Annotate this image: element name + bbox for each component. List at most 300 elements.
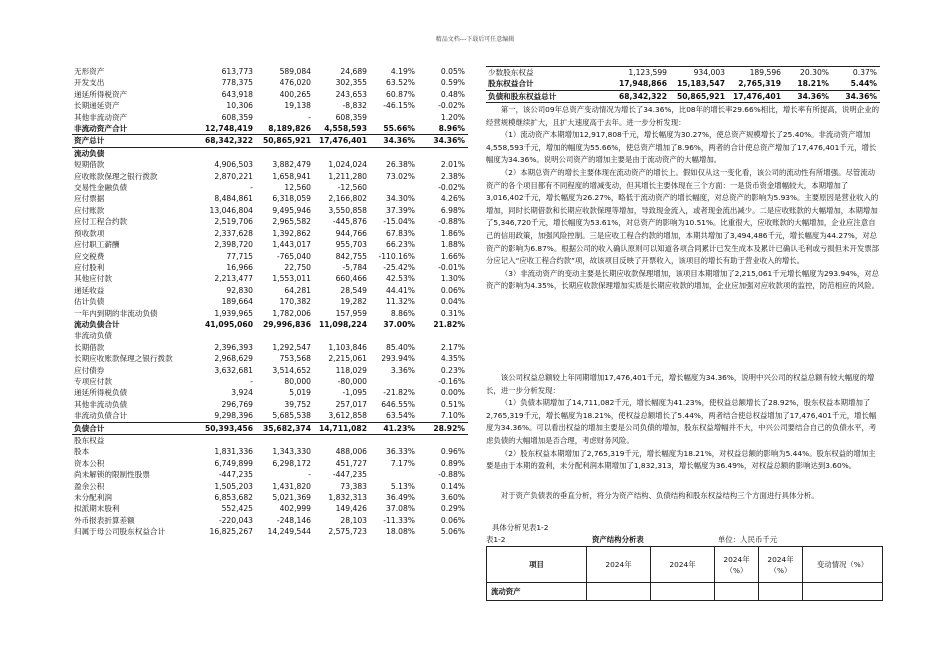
row-value: 10,306 [226,101,253,111]
row-label: 递延所得税负债 [74,388,128,398]
row-value: 0.48% [440,89,465,99]
row-value: 5,021,369 [272,493,311,503]
row-label: 尚未解锁的限制性股票 [74,470,150,480]
row-value: 0.51% [440,399,465,409]
row-value: 2,215,061 [328,354,367,364]
row-value: 5,685,538 [272,411,311,421]
row-value: 4.19% [390,67,415,76]
table-number: 表1-2 [486,535,506,544]
equity-analysis-text [486,372,882,473]
row-value: 50,393,456 [198,422,256,434]
table-row [72,89,468,100]
row-value: 402,999 [279,504,311,514]
table-row [72,308,468,319]
row-value: 36.33% [386,447,415,457]
row-label: 非流动资产合计 [74,124,128,134]
row-value [418,435,468,447]
row-label: 长期借款 [74,342,105,352]
row-value: 0.00% [440,388,465,398]
row-value: 80,000 [284,376,311,386]
row-value: 12,560 [284,183,311,193]
row-value: 77,715 [226,251,253,261]
row-value: 2,870,221 [214,171,253,181]
row-value: 8,484,861 [214,194,253,204]
table-row [72,330,468,341]
table-title: 资产结构分析表 [592,535,644,544]
row-value: 6,853,682 [214,493,253,503]
row-value: - [250,183,253,193]
row-value: 5,019 [289,388,311,398]
row-value: -0.16% [438,376,465,386]
row-value: -0.02% [438,101,465,111]
row-value: 0.59% [440,78,465,88]
row-value: 13,046,804 [209,205,253,215]
paragraph: 对于资产负债表的垂直分析，将分为资产结构、负债结构和股东权益结构三个方面进行具体分析。 [500,491,819,500]
table-row [72,376,468,387]
row-value: -445,876 [332,217,367,227]
row-label: 应付账款 [74,205,105,215]
row-value: -25.42% [383,262,415,272]
col-header-pct: 2024年（%） [715,547,759,583]
row-value: 2,398,720 [214,240,253,250]
row-value: 0.14% [440,481,465,491]
row-value: 8,189,826 [268,124,311,134]
row-value: 934,003 [693,68,725,77]
row-value: 157,959 [335,308,367,318]
table-row [72,410,468,422]
row-value: 400,265 [279,89,311,99]
row-label: 盈余公积 [74,481,105,491]
row-value: 293.94% [381,354,415,364]
row-value: 3,632,681 [214,365,253,375]
row-value: 2,396,393 [214,342,253,352]
row-label: 股本 [74,447,90,457]
row-label: 应付工程合约款 [74,217,128,227]
row-value: -0.02% [438,183,465,193]
row-value [418,330,468,341]
row-value: 21.82% [433,319,465,329]
row-value [256,435,314,447]
row-value: 5.44% [850,79,877,89]
row-value: 50,865,921 [256,135,314,147]
row-value: 243,653 [335,89,367,99]
row-value: 1.30% [440,274,465,284]
row-label: 未分配利润 [74,493,112,503]
table-row [72,422,468,434]
table-row [72,228,468,239]
table-row [72,469,468,480]
table-row [72,458,468,469]
row-value: 1,782,006 [272,308,311,318]
row-value: 4.35% [440,354,465,364]
row-value: -8,832 [342,101,367,111]
row-value: 1,343,330 [272,447,311,457]
row-value: 41,095,060 [204,319,253,329]
row-value: 22,750 [284,262,311,272]
table-reference: 具体分析见表1-2 [492,523,549,532]
row-label: 估计负债 [74,297,105,307]
row-value: 3,514,652 [272,365,311,375]
row-value: 1,505,203 [214,481,253,491]
table-row [72,492,468,503]
row-value: 2,166,802 [328,194,367,204]
row-value: 2,337,628 [214,228,253,238]
table-row [72,193,468,204]
table-row [72,182,468,193]
row-value: 28,549 [340,285,367,295]
row-value: 39,752 [284,399,311,409]
row-value: 476,020 [279,78,311,88]
row-value: 19,282 [340,297,367,307]
table-row [72,123,468,135]
paragraph: 该公司权益总额较上年同期增加17,476,401千元，增长幅度为34.36%，说明中兴公司的权益总额有较大幅度的增长，进一步分析发现： [486,373,875,395]
row-label: 归属于母公司股东权益合计 [74,527,166,537]
row-label: 预收款项 [74,228,105,238]
row-label: 负债和股东权益总计 [486,90,612,102]
row-value: 3.60% [440,493,465,503]
row-value: 1,553,011 [272,274,311,284]
row-value: 1,431,820 [272,481,311,491]
row-value: 1,832,313 [328,493,367,503]
row-value: 17,476,401 [728,90,784,102]
row-value: 2.38% [440,171,465,181]
paragraph: （1）流动资产本期增加12,917,808千元，增长幅度为30.27%，使总资产规模增长了25.40%。非流动资产增加4,558,593千元，增加的幅度为55.66%，使总资产增加了8.96%，两者的合计使总资产增加了17,476,401千元，增长幅度为34.36%。说明公司资产的增加主要是由于流动资产的大幅增加。 [486,130,877,165]
row-value: 18.08% [386,527,415,537]
row-label: 流动负债 [74,148,105,158]
row-value: 589,084 [279,67,311,76]
row-value: 552,425 [221,504,253,514]
row-label: 短期借款 [74,160,105,170]
row-value: 73,383 [340,481,367,491]
row-value: 1.88% [440,240,465,250]
col-header-item: 项目 [487,547,587,583]
row-value: 4,558,593 [324,124,367,134]
row-value: 451,727 [335,458,367,468]
row-value: 1,831,336 [214,447,253,457]
row-label: 外币报表折算差额 [74,515,135,525]
paragraph: 第一，该公司09年总资产变动情况为增长了34.36%，比08年的增长率29.66%相比，增长率有所提高，说明企业的经营规模继续扩大，且扩大速度高于去年。进一步分析发现： [486,105,879,127]
balance-sheet-right-table [486,66,880,103]
row-value: 189,664 [221,297,253,307]
row-label: 应付票据 [74,194,105,204]
row-value: -11.33% [383,515,415,525]
row-value: -447,235 [332,470,367,480]
table-row [72,205,468,216]
row-value: 5.13% [390,481,415,491]
row-value: 19,138 [284,101,311,111]
row-value: 85.40% [386,342,415,352]
paragraph: （2）股东权益本期增加了2,765,319千元，增长幅度为18.21%，对权益总额的影响为5.44%。股东权益的增加主要是由于本期的盈利，未分配利润本期增加了1,832,313，增长幅度为36.49%，对权益总额的影响达到3.60%。 [486,448,876,471]
paragraph: （2）本期总资产的增长主要体现在流动资产的增长上。假如仅从这一变化看，该公司的流动性有所增强。尽管流动资产的各个项目都有不同程度的增减变动，但其增长主要体现在三个方面：一是货币资金增幅较大，本期增加了3,016,402千元，增长幅度为26.27%，略低于流动资产的增长幅度，对总资产的影响为5.93%。主要原因是营业收入的增加，同时长期借款和长期应收款保理等增加，导致现金流入，或者现金流出减少。二是应收账款的大幅增加，本期增加了5,346,720千元，增长幅度为53.61%，对总资产的影响为10.51%。比重很大，应收账款的大幅增加，企业应注意自己的信用政策，加强风险控制。三是应收工程合约款的增加，本期共增加了3,494,486千元，增长幅度为44.27%，对总资产的影响为6.87%。根据公司的收入确认原则可以知道各项合同累计已发生成本及累计已确认毛利或亏损但未开发票部分应记入“应收工程合约款”项，故该项目反映了开票收入，该项目的增长有助于营业收入的增长。 [486,167,880,266]
row-value [370,112,418,123]
table-row [72,387,468,398]
row-value: 63.52% [386,78,415,88]
row-value: 3,612,858 [328,411,367,421]
row-value [256,147,314,159]
row-value [198,330,256,341]
col-header-year: 2024年 [651,547,715,583]
row-value: -220,043 [218,515,253,525]
row-value: 0.06% [440,285,465,295]
row-value: 753,568 [279,354,311,364]
row-value: 488,006 [335,447,367,457]
row-value: 34.36% [370,135,418,147]
row-value: 44.41% [386,285,415,295]
row-value: - [250,376,253,386]
row-value: 28,103 [340,515,367,525]
table-row [72,526,468,537]
table-row [486,90,880,102]
col-header-change: 变动情况（%） [803,547,883,583]
row-label: 长期递延资产 [74,101,120,111]
row-value: 646.55% [381,399,415,409]
row-value: 2,765,319 [738,79,781,89]
row-value: 16,825,267 [209,527,253,537]
row-label: 其他应付款 [74,274,112,284]
row-value: 20.30% [800,68,829,77]
row-value: 26.38% [386,160,415,170]
row-value: 6.98% [440,205,465,215]
row-value: 4.26% [440,194,465,204]
vertical-analysis-text [486,490,882,503]
row-value: 170,382 [279,297,311,307]
row-label: 资产总计 [72,135,198,147]
row-value: 37.08% [386,504,415,514]
row-value: 2,575,723 [328,527,367,537]
row-value: 9,495,946 [272,205,311,215]
row-label: 递延所得税资产 [74,89,128,99]
page-header: 精品文档---下载后可任意编辑 [435,36,515,43]
row-value: 11.32% [386,297,415,307]
row-value: 17,948,866 [618,79,667,89]
row-value: 1,024,024 [328,160,367,170]
row-value: 34.36% [418,135,468,147]
row-value [314,330,370,341]
row-value: -5,784 [342,262,367,272]
row-value: 64,281 [284,285,311,295]
row-value: -21.82% [383,388,415,398]
row-label: 应收账款保理之银行拨款 [74,171,158,181]
row-value: - [308,470,311,480]
table-row [72,399,468,410]
row-value: -0.88% [438,217,465,227]
row-value: 955,703 [335,240,367,250]
row-value: 28.92% [418,422,468,434]
row-value: 608,359 [221,112,253,122]
table-row [72,100,468,111]
row-value: 6,298,172 [272,458,311,468]
row-value: 1,123,599 [628,68,667,77]
table-row [72,239,468,250]
row-value: 92,830 [226,285,253,295]
row-value: 34.36% [784,90,832,102]
row-label: 拟派期末股利 [74,504,120,514]
row-value: 4,906,503 [214,160,253,170]
row-value [418,147,468,159]
table-row [72,353,468,364]
row-value: 36.49% [386,493,415,503]
table-row [72,296,468,307]
row-label: 应付股利 [74,262,105,272]
row-value: 7.17% [390,458,415,468]
row-value: 2,965,582 [272,217,311,227]
row-value: 6,749,899 [214,458,253,468]
row-value: 0.05% [440,67,465,76]
row-value: 18.21% [797,79,829,89]
col-header-pct: 2024年（%） [759,547,803,583]
row-value [370,182,418,193]
row-value [198,435,256,447]
row-value [370,376,418,387]
row-label: 股东权益 [74,436,105,445]
row-label: 应交税费 [74,251,105,261]
row-value: -0.88% [438,470,465,480]
row-value: 2.17% [440,342,465,352]
table-row [72,159,468,170]
row-label: 一年内到期的非流动负债 [74,308,158,318]
row-value: 8.86% [390,308,415,318]
row-value: 1,392,862 [272,228,311,238]
row-value: 14,249,544 [267,527,311,537]
row-label: 应付职工薪酬 [74,240,120,250]
paragraph: （3）非流动资产的变动主要是长期应收款保理增加，该项目本期增加了2,215,061千元增长幅度为293.94%，对总资产的影响为4.35%，长期应收款保理增加实质是长期应收款的增加，企业应加强对应收款项的监控，防范相应的风险。 [486,268,880,291]
row-value: 842,755 [335,251,367,261]
row-value: 67.83% [386,228,415,238]
row-value: 37.00% [383,319,415,329]
row-value: 1,103,846 [328,342,367,352]
balance-sheet-left-table [72,66,468,538]
row-label: 应付债券 [74,365,105,375]
row-value: 37.39% [386,205,415,215]
row-value: 14,711,082 [314,422,370,434]
row-value: 63.54% [386,411,415,421]
row-value: 66.23% [386,240,415,250]
row-label: 非流动负债 [74,331,112,341]
table-row [72,171,468,182]
row-label: 股东权益合计 [488,79,534,89]
row-value: 60.87% [386,89,415,99]
row-value: 7.10% [440,411,465,421]
table-row [486,78,880,90]
row-value: 1,939,965 [214,308,253,318]
row-value: 42.53% [386,274,415,284]
table-row [72,66,468,77]
row-value: 3,924 [231,388,253,398]
row-value: 29,996,836 [262,319,311,329]
row-value: 1,658,941 [272,171,311,181]
paragraph: （1）负债本期增加了14,711,082千元，增长幅度为41.23%，使权益总额增长了28.92%，股东权益本期增加了2,765,319千元，增长幅度为18.21%，使权益总额增长了5.44%，两者结合使总权益增加了17,476,401千元，增长幅度为34.36%。可以看出权益的增加主要是公司负债的增加，股东权益增幅并不大，中兴公司要结合自己的负债水平，考虑负债的大幅增加是否合理，考虑财务风险。 [486,398,877,445]
row-value: -46.15% [383,101,415,111]
row-label: 其他非流动负债 [74,399,128,409]
asset-analysis-text [486,104,882,293]
row-value: -765,040 [276,251,311,261]
row-value: 1.66% [440,251,465,261]
row-value: 24,689 [340,67,367,76]
table-row [72,216,468,227]
row-value: 55.66% [383,124,415,134]
row-value: 660,466 [335,274,367,284]
row-value: 0.31% [440,308,465,318]
row-value: 50,865,921 [670,90,728,102]
table-row [72,147,468,159]
row-value: 296,769 [221,399,253,409]
row-value: 0.04% [440,297,465,307]
row-value [198,147,256,159]
table-row [72,446,468,457]
row-value: 3,882,479 [272,160,311,170]
row-value: 0.29% [440,504,465,514]
row-value: 0.06% [440,515,465,525]
table-row [72,319,468,330]
row-value: 68,342,322 [198,135,256,147]
row-label: 流动资产 [487,583,587,601]
row-label: 非流动负债合计 [74,411,128,421]
row-value: -12,560 [337,183,367,193]
table-row [72,503,468,514]
row-value [314,435,370,447]
table-row [72,273,468,284]
row-value: 3.36% [390,365,415,375]
row-value: 2,519,706 [214,217,253,227]
row-value: 1,292,547 [272,342,311,352]
table-row [72,435,468,447]
row-label: 交易性金融负债 [74,183,128,193]
row-label: 少数股东权益 [488,68,534,77]
row-value: 0.89% [440,458,465,468]
row-value: 1,443,017 [272,240,311,250]
row-value: 0.37% [852,68,877,77]
table-row [72,77,468,88]
row-value: 189,596 [749,68,781,77]
table-row [72,342,468,353]
table-row [72,515,468,526]
table-row [72,262,468,273]
row-value: 302,355 [335,78,367,88]
row-value [256,330,314,341]
row-value: 0.96% [440,447,465,457]
row-label: 负债合计 [72,422,198,434]
row-value: 9,298,396 [214,411,253,421]
row-label: 长期应收账款保理之银行拨款 [74,354,173,364]
row-value: 149,426 [335,504,367,514]
row-value: 2.01% [440,160,465,170]
row-value [370,330,418,341]
row-value: 0.23% [440,365,465,375]
row-value: 5.06% [440,527,465,537]
row-value: 12,748,419 [204,124,253,134]
table-row [72,365,468,376]
row-value: -447,235 [218,470,253,480]
row-value [370,147,418,159]
row-value [370,435,418,447]
row-value: -15.04% [383,217,415,227]
row-label: 流动负债合计 [74,319,120,329]
table-row [72,112,468,123]
row-value: 3,550,858 [328,205,367,215]
row-value: 35,682,374 [256,422,314,434]
row-value [370,469,418,480]
row-value: 11,098,224 [318,319,367,329]
row-value: 613,773 [221,67,253,76]
row-value: 257,017 [335,399,367,409]
row-value: 17,476,401 [314,135,370,147]
table-row [72,481,468,492]
row-label: 无形资产 [74,67,105,76]
row-value: 16,966 [226,262,253,272]
row-value: 1.20% [440,112,465,122]
table-unit: 单位：人民币千元 [718,535,778,544]
row-value: 944,766 [335,228,367,238]
